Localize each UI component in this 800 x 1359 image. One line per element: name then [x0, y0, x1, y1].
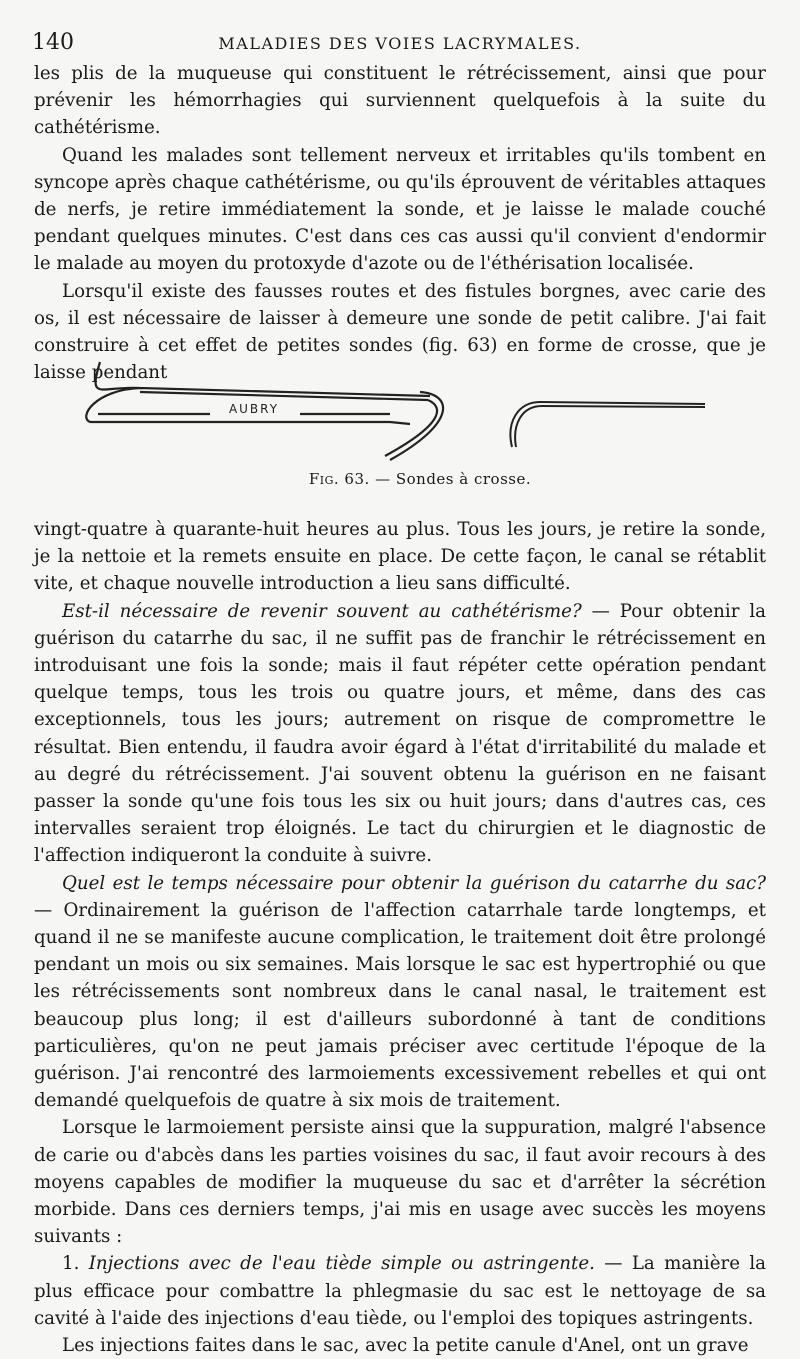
crook-probes-illustration	[60, 352, 780, 472]
probe-small	[510, 402, 705, 447]
instrument-label: AUBRY	[228, 402, 280, 416]
paragraph: vingt-quatre à quarante-huit heures au plus. Tous les jours, je retire la sonde, je la nettoie et la remets ensuite en place. De cette façon, le canal se rétablit vite, et chaque nouvelle introduction a lieu sans difficulté.	[34, 519, 766, 595]
figure-caption	[60, 470, 780, 488]
section-heading: Est-il nécessaire de revenir souvent au cathétérisme?	[62, 600, 582, 622]
caption-text: — Sondes à crosse.	[375, 470, 532, 488]
page-number: 140	[32, 30, 74, 55]
paragraph: Les injections faites dans le sac, avec la petite canule d'Anel, ont un grave	[62, 1335, 749, 1357]
text-block-bottom	[34, 516, 766, 1359]
paragraph: 1. Injections avec de l'eau tiède simple ou astringente. — La manière la plus efficace pour combattre la phlegmasie du sac est le nettoyage de sa cavité à l'aide des injections d'eau tiède, ou l'emploi des topiques astringents.	[34, 1253, 766, 1329]
list-number: 1.	[62, 1253, 80, 1275]
paragraph: les plis de la muqueuse qui constituent le rétrécissement, ainsi que pour prévenir les hémorrhagies qui surviennent quelquefois à la suite du cathétérisme.	[34, 63, 766, 139]
page-header	[30, 30, 770, 60]
paragraph: Quand les malades sont tellement nerveux et irritables qu'ils tombent en syncope après chaque cathétérisme, ou qu'ils éprouvent de véritables attaques de nerfs, je retire immédiatement la sonde, et je laisse le malade couché pendant quelques minutes. C'est dans ces cas aussi qu'il convient d'endormir le malade au moyen du protoxyde d'azote ou de l'éthérisation localisée.	[34, 144, 766, 275]
paragraph: Lorsqu'il existe des fausses routes et des fistules borgnes, avec carie des os, il est nécessaire de laisser à demeure une sonde de petit calibre. J'ai fait construire à cet effet de petites sondes (fig. 63) en forme de crosse, que je laisse pendant	[34, 280, 766, 384]
section-heading: Quel est le temps nécessaire pour obtenir la guérison du catarrhe du sac?	[62, 872, 766, 894]
caption-prefix: Fig. 63.	[308, 470, 370, 488]
paragraph: Lorsque le larmoiement persiste ainsi que la suppuration, malgré l'absence de carie ou d'abcès dans les parties voisines du sac, il faut avoir recours à des moyens capables de modifier la muqueuse du sac et d'arrêter la sécrétion morbide. Dans ces derniers temps, j'ai mis en usage avec succès les moyens suivants :	[34, 1117, 766, 1248]
text-block-top	[34, 60, 766, 386]
paragraph: Quel est le temps nécessaire pour obtenir la guérison du catarrhe du sac? — Ordinairement la guérison de l'affection catarrhale tarde longtemps, et quand il ne se manifeste aucune complication, le traitement doit être prolongé pendant un mois ou six semaines. Mais lorsque le sac est hypertrophié ou que les rétrécissements sont nombreux dans le canal nasal, le traitement est beaucoup plus long; il est d'ailleurs subordonné à tant de conditions particulières, qu'on ne peut jamais préciser avec certitude l'époque de la guérison. J'ai rencontré des larmoiements excessivement rebelles et qui ont demandé quelquefois de quatre à six mois de traitement.	[34, 872, 766, 1112]
section-heading: Injections avec de l'eau tiède simple ou astringente.	[88, 1253, 595, 1275]
running-title: MALADIES DES VOIES LACRYMALES.	[218, 34, 582, 53]
paragraph: Est-il nécessaire de revenir souvent au cathétérisme? — Pour obtenir la guérison du catarrhe du sac, il ne suffit pas de franchir le rétrécissement en introduisant une fois la sonde; mais il faut répéter cette opération pendant quelque temps, tous les trois ou quatre jours, et même, dans des cas exceptionnels, tous les jours; autrement on risque de compromettre le résultat. Bien entendu, il faudra avoir égard à l'état d'irritabilité du malade et au degré du rétrécissement. J'ai souvent obtenu la guérison en ne faisant passer la sonde qu'une fois tous les six ou huit jours; dans d'autres cas, ces intervalles seraient trop éloignés. Le tact du chirurgien et le diagnostic de l'affection indiqueront la conduite à suivre.	[34, 600, 766, 867]
figure-63	[60, 352, 780, 502]
